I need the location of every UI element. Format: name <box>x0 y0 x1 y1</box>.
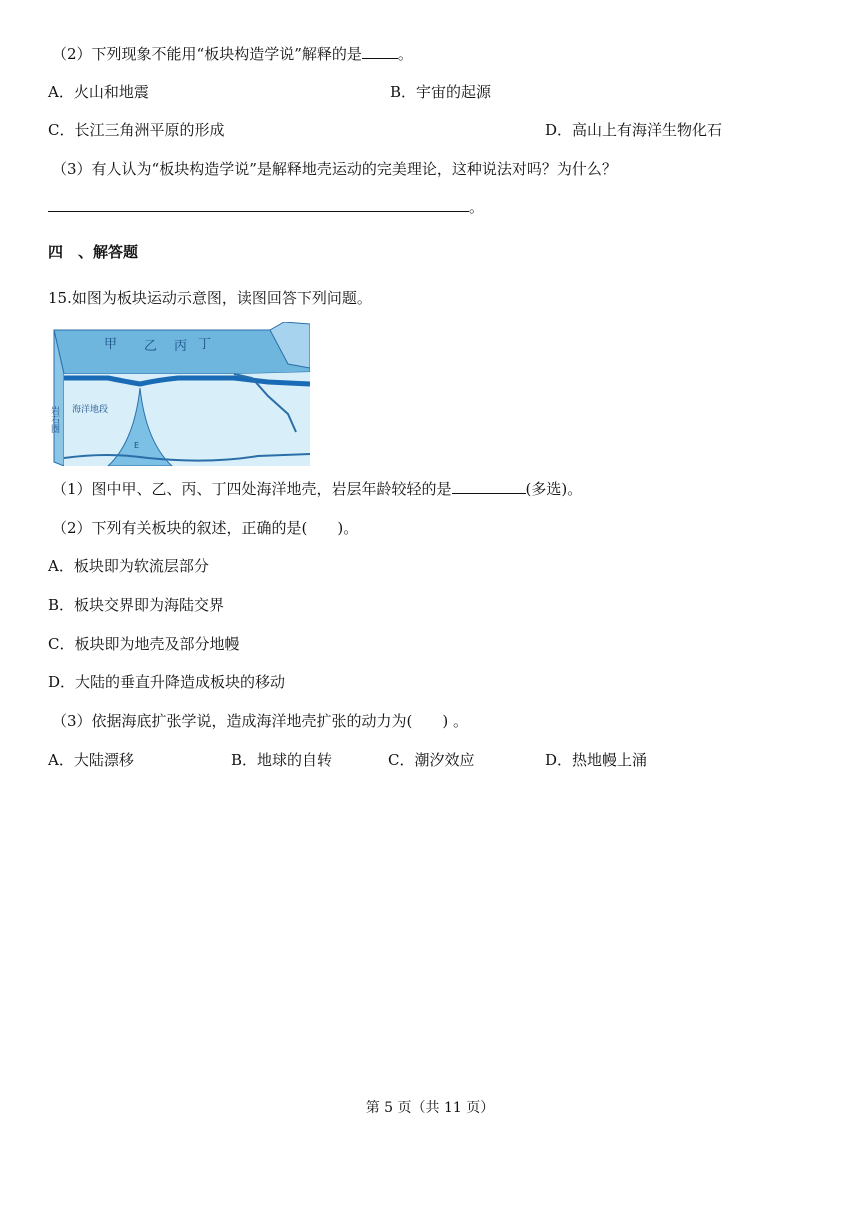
label-yi: 乙 <box>144 339 158 354</box>
q14-option-a: A．火山和地震 <box>48 83 149 101</box>
q14-part2-question <box>52 44 413 64</box>
q15-part1-suffix: (多选)。 <box>525 480 583 498</box>
section-heading: 四 、解答题 <box>48 243 139 261</box>
q14-part2-text: （2）下列现象不能用“板块构造学说”解释的是 <box>52 45 362 63</box>
q15-stem: 15.如图为板块运动示意图，读图回答下列问题。 <box>48 289 372 307</box>
answer-blank[interactable] <box>48 197 469 212</box>
q15-part3-option-b: B．地球的自转 <box>231 751 333 769</box>
q15-part1-text: （1）图中甲、乙、丙、丁四处海洋地壳，岩层年龄较轻的是 <box>52 480 452 498</box>
q15-part3-option-a: A．大陆漂移 <box>48 751 134 769</box>
q15-part3-question: （3）依据海底扩张学说，造成海洋地壳扩张的动力为( ) 。 <box>52 712 469 730</box>
layer-label: 海洋地段 <box>72 405 109 415</box>
label-ding: 丁 <box>198 337 212 352</box>
q15-part3-option-c: C．潮汐效应 <box>388 751 475 769</box>
q15-part1-question <box>52 479 582 499</box>
label-jia: 甲 <box>104 337 118 352</box>
point-e-label: E <box>134 441 140 450</box>
lithosphere-label: 岩石圈 <box>49 406 59 433</box>
q14-part3-answer-line <box>48 197 484 217</box>
answer-blank[interactable] <box>452 479 526 494</box>
q15-part2-question: （2）下列有关板块的叙述，正确的是( )。 <box>52 519 359 537</box>
q14-option-b: B．宇宙的起源 <box>390 83 492 101</box>
q15-part3-option-d: D．热地幔上涌 <box>545 751 648 769</box>
q15-part2-option-a: A．板块即为软流层部分 <box>48 557 209 575</box>
q15-part2-option-b: B．板块交界即为海陆交界 <box>48 596 225 614</box>
q14-part2-suffix: 。 <box>397 45 413 63</box>
q14-part3-question: （3）有人认为“板块构造学说”是解释地壳运动的完美理论，这种说法对吗？为什么？ <box>52 160 617 178</box>
plate-movement-figure <box>48 322 310 466</box>
label-bing: 丙 <box>174 339 188 354</box>
q15-part2-option-c: C．板块即为地壳及部分地幔 <box>48 635 240 653</box>
q15-part2-option-d: D．大陆的垂直升降造成板块的移动 <box>48 673 286 691</box>
page-footer: 第 5 页（共 11 页） <box>365 1100 495 1116</box>
q14-option-d: D．高山上有海洋生物化石 <box>545 121 723 139</box>
answer-blank[interactable] <box>362 44 398 59</box>
q14-option-c: C．长江三角洲平原的形成 <box>48 121 225 139</box>
answer-end-mark: 。 <box>469 198 485 216</box>
